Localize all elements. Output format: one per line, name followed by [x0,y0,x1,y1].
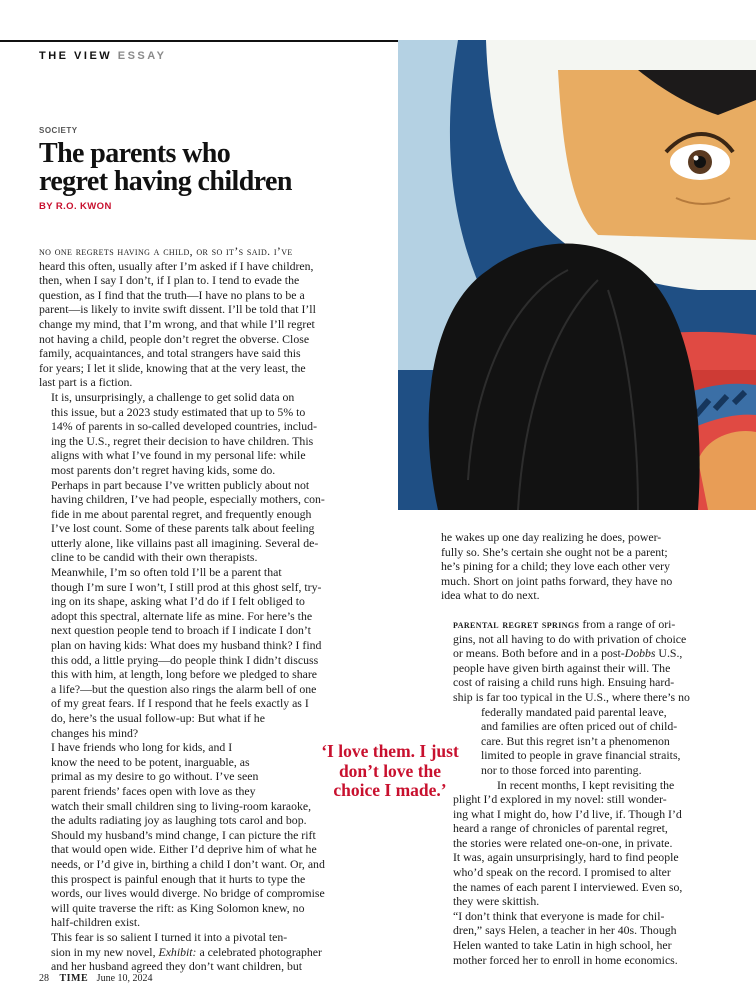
text-line: gins, not all having to do with privation of choice [453,631,687,646]
text-line: plight I’d explored in my novel: still wonder- [453,792,667,807]
text-line: dren,” says Helen, a teacher in her 40s. Though [453,923,677,938]
text-line: cline to be candid with their own therapists. [51,550,258,565]
text-line: the names of each parent I interviewed. Even so, [453,879,683,894]
headline-line-1: The parents who [39,138,231,169]
text-line: parent friends’ faces open with love as they [51,783,256,798]
text-line: that would open wide. Either I’d deprive him of what he [51,842,317,857]
text-line: Meanwhile, I’m so often told I’ll be a parent that [51,565,282,580]
text-line: limited to people in grave financial straits, [481,748,681,763]
text-line: question, as I find that the truth—I have no plans to be a [39,287,305,302]
text-line: 14% of parents in so-called developed countries, includ- [51,419,318,434]
text-line: watch their small children sing to living-room karaoke, [51,798,312,813]
text-line: This fear is so salient I turned it into a pivotal ten- [51,929,288,944]
text-line: It was, again unsurprisingly, hard to find people [453,850,679,865]
text-line: this with him, at length, long before we pledged to share [51,667,318,682]
text-line: this issue, but a 2023 study estimated that up to 5% to [51,404,306,419]
text-line: last part is a fiction. [39,375,133,390]
text-line: parent—is likely to invite swift dissent. I’ll be told that I’ll [39,302,316,317]
issue-date: June 10, 2024 [96,973,153,984]
text-line: the stories were related one-on-one, in private. [453,835,673,850]
text-line: a life?—but the question also rings the alarm bell of one [51,681,317,696]
text-line: ship is far too typical in the U.S., where there’s no [453,689,690,704]
text-line: having children, I’ve had people, especially mothers, con- [51,492,325,507]
text-line: do, here’s the usual follow-up: But what if he [51,711,265,725]
byline: BY R.O. KWON [39,201,112,212]
folio [39,973,153,984]
headline-line-2: regret having children [39,166,292,197]
text-line: Helen wanted to take Latin in high school, her [453,938,672,953]
text-line: I have friends who long for kids, and I [51,740,233,755]
text-line: he’s pining for a child; they love each other very [441,559,670,574]
text-line: they were skittish. [453,894,540,909]
text-line: “I don’t think that everyone is made for chil- [453,908,665,923]
text-line: It is, unsurprisingly, a challenge to get solid data on [51,389,295,404]
text-line: Perhaps in part because I’ve written publicly about not [51,477,310,492]
text-line: heard this often, usually after I’m asked if I have children, [39,258,314,273]
section-type: ESSAY [117,50,167,62]
text-line: plan on having kids: What does my husband think? I find [51,638,322,653]
text-line: though I’m sure I won’t, I still prod at this ghost self, try- [51,579,322,594]
text-line: heard a range of chronicles of parental regret, [453,821,668,836]
body-column-left [39,244,359,974]
text-line: words, our lives would diverge. No bridge of compromise [51,886,325,901]
text-line: needs, or I’d give in, birthing a child I don’t want. Or, and [51,856,325,871]
text-line: family, acquaintances, and total strangers have said this [39,346,301,361]
text-line: mother forced her to enroll in home economics. [453,952,678,967]
body-paragraph [441,778,717,909]
body-paragraph [39,244,359,390]
section-label [39,50,167,62]
text-line: change my mind, that I’m wrong, and that while I’ll regret [39,316,315,331]
headline [39,140,389,196]
text-line: cost of raising a child runs high. Ensuing hard- [453,675,675,690]
text-line: for years; I let it slide, knowing that at the very least, the [39,360,306,375]
text-line: ing what I might do, how I’d live, if. Though I’d [453,806,682,821]
text-line: will quite traverse the rift: as King Solomon knew, no [51,900,305,915]
text-line [39,244,359,259]
text-line: then, when I say I don’t, if I plan to. I tend to evade the [39,273,300,288]
text-line: Should my husband’s mind change, I can picture the rift [51,827,316,842]
pull-quote: ‘I love them. I just don’t love the choice I made.’ [321,741,459,800]
body-paragraph [441,617,717,778]
text-line: care. But this regret isn’t a phenomenon [481,733,670,748]
text-line: ing the U.S., regret their decision to have children. This [51,433,314,448]
text-line: this odd, a little prying—do people think I didn’t discuss [51,652,319,667]
text-line: half-children exist. [51,915,141,930]
body-paragraph [39,390,359,478]
text-line: fide in me about parental regret, and frequently enough [51,506,312,521]
lead-in: no one regrets having a child, or so it’s said. i’ve [39,244,293,258]
text-line: aligns with what I’ve found in my personal life: while [51,448,306,463]
category-label: SOCIETY [39,126,78,135]
body-paragraph [39,565,359,740]
text-line: In recent months, I kept revisiting the [497,777,675,792]
text-line: this prospect is painful enough that it hurts to type the [51,871,306,886]
text-line: and her husband agreed they don’t want children, but [51,959,303,974]
text-line: most parents don’t regret having kids, some do. [51,462,276,477]
top-rule [0,40,398,42]
section-name: THE VIEW [39,50,113,62]
text-line: or means. Both before and in a post-Dobbs U.S., [453,646,683,661]
text-line: ing on its shape, asking what I’d do if I felt obliged to [51,594,305,609]
text-line: federally mandated paid parental leave, [481,704,667,719]
text-line: who’d speak on the record. I promised to alter [453,865,671,880]
text-line: of my great fears. If I respond that he feels exactly as I [51,696,309,711]
text-line: primal as my desire to go without. I’ve seen [51,769,259,784]
text-line: next question people tend to broach if I indicate I don’t [51,623,311,638]
body-paragraph [441,530,717,603]
body-column-right [441,530,717,967]
text-line: nor to those forced into parenting. [481,762,642,777]
text-line: I’ve lost count. Some of these parents talk about feeling [51,521,315,536]
paragraph-gap [441,603,717,617]
text-line: idea what to do next. [441,588,540,603]
illustration [398,40,756,510]
text-line: know the need to be potent, inarguable, as [51,754,250,769]
text-line: much. Short on joint paths forward, they have no [441,573,673,588]
text-line: adopt this spectral, alternate life as mine. For here’s the [51,608,313,623]
text-line: parental regret springs from a range of ori- [453,616,676,631]
text-line: and families are often priced out of child- [481,719,678,734]
text-line: not having a child, people don’t regret the obverse. Close [39,331,310,346]
text-line: fully so. She’s certain she ought not be a parent; [441,544,668,559]
page-number: 28 [39,973,49,984]
text-line: he wakes up one day realizing he does, power- [441,530,662,544]
body-paragraph [441,909,717,967]
text-line: utterly alone, like villains past all imagining. Several de- [51,535,319,550]
body-paragraph [39,930,359,974]
text-line: the adults radiating joy as laughing tots carol and bop. [51,813,307,828]
body-paragraph [39,478,359,566]
text-line: changes his mind? [51,725,139,740]
text-line: people have given birth against their will. The [453,660,671,675]
text-line: sion in my new novel, Exhibit: a celebrated photographer [51,944,322,959]
magazine-name: TIME [59,973,89,984]
lead-in: parental regret springs [453,616,580,631]
